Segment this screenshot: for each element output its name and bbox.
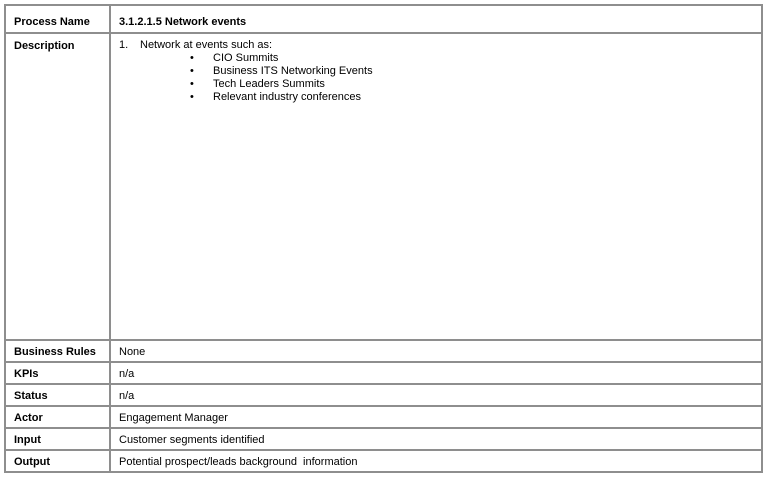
input-row xyxy=(5,428,762,450)
actor-value: Engagement Manager xyxy=(110,406,762,428)
bullet-icon: • xyxy=(190,52,194,64)
list-item xyxy=(119,52,753,65)
list-item-text: Business ITS Networking Events xyxy=(213,65,373,77)
input-value: Customer segments identified xyxy=(110,428,762,450)
bullet-icon: • xyxy=(190,91,194,103)
numbered-item xyxy=(119,39,753,52)
list-item xyxy=(119,78,753,91)
process-name-value: 3.1.2.1.5 Network events xyxy=(110,5,762,33)
bullet-icon: • xyxy=(190,78,194,90)
item-text: Network at events such as: xyxy=(140,39,273,51)
process-name-label: Process Name xyxy=(5,5,110,33)
list-item xyxy=(119,91,753,104)
output-label: Output xyxy=(5,450,110,472)
description-row xyxy=(5,33,762,340)
list-item-text: Tech Leaders Summits xyxy=(213,78,325,90)
item-number: 1. xyxy=(119,39,129,51)
status-value: n/a xyxy=(110,384,762,406)
kpis-value: n/a xyxy=(110,362,762,384)
bullet-list xyxy=(119,52,753,104)
output-value: Potential prospect/leads background information xyxy=(110,450,762,472)
input-label: Input xyxy=(5,428,110,450)
list-item-text: CIO Summits xyxy=(213,52,279,64)
business-rules-label: Business Rules xyxy=(5,340,110,362)
description-value xyxy=(110,33,762,340)
kpis-row xyxy=(5,362,762,384)
process-name-row xyxy=(5,5,762,33)
status-label: Status xyxy=(5,384,110,406)
status-row xyxy=(5,384,762,406)
description-label: Description xyxy=(5,33,110,340)
bullet-icon: • xyxy=(190,65,194,77)
process-table xyxy=(4,4,763,473)
list-item-text: Relevant industry conferences xyxy=(213,91,361,103)
business-rules-row xyxy=(5,340,762,362)
output-row xyxy=(5,450,762,472)
actor-row xyxy=(5,406,762,428)
actor-label: Actor xyxy=(5,406,110,428)
business-rules-value: None xyxy=(110,340,762,362)
kpis-label: KPIs xyxy=(5,362,110,384)
list-item xyxy=(119,65,753,78)
